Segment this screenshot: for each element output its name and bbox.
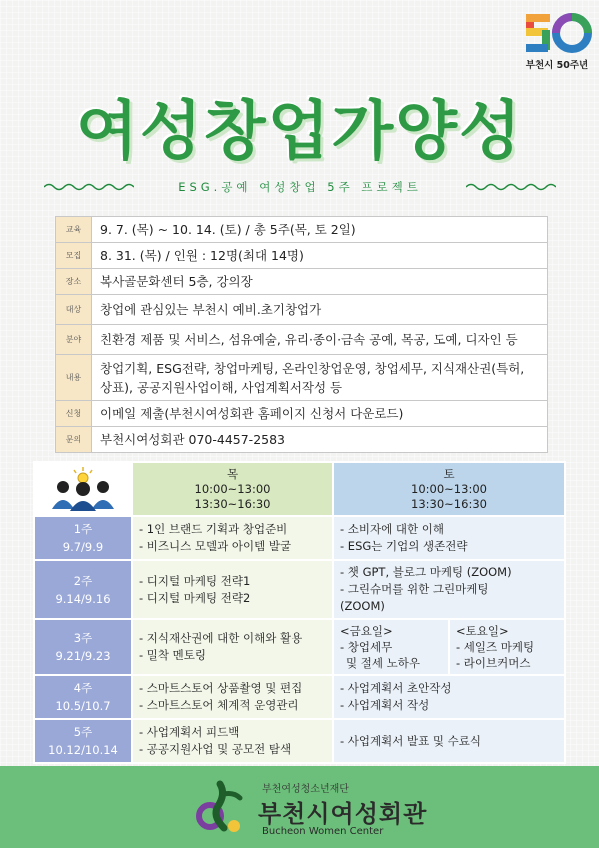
- topic: - 세일즈 마케팅: [456, 640, 535, 654]
- week-label: 3주: [73, 631, 93, 645]
- week-dates: 9.7/9.9: [62, 540, 104, 554]
- saturday-header: [333, 462, 565, 516]
- info-label: 신청: [56, 401, 92, 427]
- saturday-time-2: 13:30~16:30: [411, 496, 487, 511]
- info-label: 대상: [56, 295, 92, 325]
- week-label: 4주: [73, 681, 93, 695]
- thursday-topics: [132, 619, 333, 675]
- schedule-row-week3: [34, 619, 565, 675]
- topic: - 그린슈머를 위한 그린마케팅: [340, 582, 489, 596]
- topic: - 지식재산권에 대한 이해와 활용: [139, 631, 303, 645]
- info-row-period: [56, 217, 548, 243]
- week-dates: 10.5/10.7: [55, 699, 111, 713]
- info-label: 내용: [56, 355, 92, 401]
- week-cell: [34, 560, 132, 619]
- info-value: 이메일 제출(부천시여성회관 홈페이지 신청서 다운로드): [92, 401, 548, 427]
- fifty-logo-icon: [522, 12, 592, 56]
- thursday-time-1: 10:00~13:00: [194, 481, 271, 496]
- info-row-content: [56, 355, 548, 401]
- wave-left-icon: [44, 181, 134, 193]
- topic: <금요일>: [340, 624, 393, 638]
- topic: <토요일>: [456, 624, 509, 638]
- bucheon-women-center-logo-icon: [196, 776, 244, 840]
- topic: - 공공지원사업 및 공모전 탐색: [139, 742, 292, 756]
- org-name-english: Bucheon Women Center: [262, 826, 384, 837]
- org-parent: 부천여성청소년재단: [262, 784, 349, 795]
- week-dates: 9.14/9.16: [55, 591, 111, 606]
- bucheon-50th-logo: [522, 12, 592, 78]
- saturday-sub-topics: [449, 619, 565, 675]
- week-cell: [34, 675, 132, 719]
- info-row-place: [56, 269, 548, 295]
- topic: - 밀착 멘토링: [139, 648, 207, 662]
- week-label: 5주: [73, 725, 93, 739]
- topic: - 비즈니스 모델과 아이템 발굴: [139, 539, 292, 553]
- topic: - 사업계획서 작성: [340, 698, 430, 712]
- topic: - 디지털 마케팅 전략1: [139, 573, 251, 588]
- footer: [0, 766, 599, 848]
- saturday-label: 토: [443, 466, 455, 481]
- thursday-topics: [132, 516, 333, 560]
- info-row-recruit: [56, 243, 548, 269]
- topic: - 디지털 마케팅 전략2: [139, 590, 251, 605]
- info-row-target: [56, 295, 548, 325]
- topic: - 사업계획서 초안작성: [340, 681, 452, 695]
- topic: - 스마트스토어 상품촬영 및 편집: [139, 681, 303, 695]
- topic: - 라이브커머스: [456, 656, 531, 670]
- org-name: 부천시여성회관: [258, 800, 428, 828]
- topic: (ZOOM): [340, 599, 385, 613]
- schedule-header-row: [34, 462, 565, 516]
- info-row-contact: [56, 427, 548, 453]
- week-dates: 10.12/10.14: [48, 743, 118, 757]
- wave-right-icon: [466, 181, 556, 193]
- thursday-time-2: 13:30~16:30: [194, 496, 271, 511]
- info-label: 교육: [56, 217, 92, 243]
- info-value: 9. 7. (목) ~ 10. 14. (토) / 총 5주(목, 토 2일): [92, 217, 548, 243]
- info-value: 창업에 관심있는 부천시 예비.초기창업가: [92, 295, 548, 325]
- week-cell: [34, 719, 132, 763]
- schedule-row-week4: [34, 675, 565, 719]
- week-dates: 9.21/9.23: [55, 649, 111, 663]
- topic: 및 절세 노하우: [346, 656, 420, 670]
- week-label: 2주: [73, 573, 93, 588]
- topic: - 스마트스토어 체계적 운영관리: [139, 698, 299, 712]
- topic: - 창업세무: [340, 640, 393, 654]
- info-value: 부천시여성회관 070-4457-2583: [92, 427, 548, 453]
- saturday-topics: [333, 675, 565, 719]
- info-label: 분야: [56, 325, 92, 355]
- schedule-table: [33, 461, 566, 764]
- topic: - 사업계획서 발표 및 수료식: [340, 733, 481, 748]
- info-table: [55, 216, 548, 453]
- saturday-time-1: 10:00~13:00: [411, 481, 487, 496]
- info-label: 문의: [56, 427, 92, 453]
- schedule-icon-cell: [34, 462, 132, 516]
- week-label: 1주: [73, 522, 93, 536]
- thursday-topics: [132, 675, 333, 719]
- thursday-topics: [132, 719, 333, 763]
- people-idea-icon: [43, 465, 123, 511]
- info-value: 8. 31. (목) / 인원 : 12명(최대 14명): [92, 243, 548, 269]
- topic: - 챗 GPT, 블로그 마케팅 (ZOOM): [340, 565, 512, 579]
- info-row-apply: [56, 401, 548, 427]
- info-value: 복사골문화센터 5층, 강의장: [92, 269, 548, 295]
- saturday-topics: [333, 719, 565, 763]
- page-title: 여성창업가양성: [76, 95, 523, 169]
- topic: - 1인 브랜드 기획과 창업준비: [139, 522, 288, 536]
- friday-topics: [333, 619, 449, 675]
- topic: - ESG는 기업의 생존전략: [340, 539, 468, 553]
- schedule-row-week2: [34, 560, 565, 619]
- topic: - 사업계획서 피드백: [139, 725, 240, 739]
- week-cell: [34, 516, 132, 560]
- info-value: 창업기획, ESG전략, 창업마케팅, 온라인창업운영, 창업세무, 지식재산권(특허, 상표), 공공지원사업이해, 사업계획서작성 등: [92, 355, 548, 401]
- saturday-topics: [333, 560, 565, 619]
- schedule-row-week5: [34, 719, 565, 763]
- info-value: 친환경 제품 및 서비스, 섬유예술, 유리·종이·금속 공예, 목공, 도예, 디자인 등: [92, 325, 548, 355]
- info-row-field: [56, 325, 548, 355]
- thursday-topics: [132, 560, 333, 619]
- logo-caption: 부천시 50주년: [525, 60, 589, 71]
- schedule-row-week1: [34, 516, 565, 560]
- saturday-topics: [333, 516, 565, 560]
- info-label: 장소: [56, 269, 92, 295]
- thursday-label: 목: [226, 466, 239, 481]
- thursday-header: [132, 462, 333, 516]
- subtitle-row: [44, 178, 556, 196]
- subtitle: ESG.공예 여성창업 5주 프로젝트: [178, 180, 422, 194]
- info-label: 모집: [56, 243, 92, 269]
- topic: - 소비자에 대한 이해: [340, 522, 444, 536]
- week-cell: [34, 619, 132, 675]
